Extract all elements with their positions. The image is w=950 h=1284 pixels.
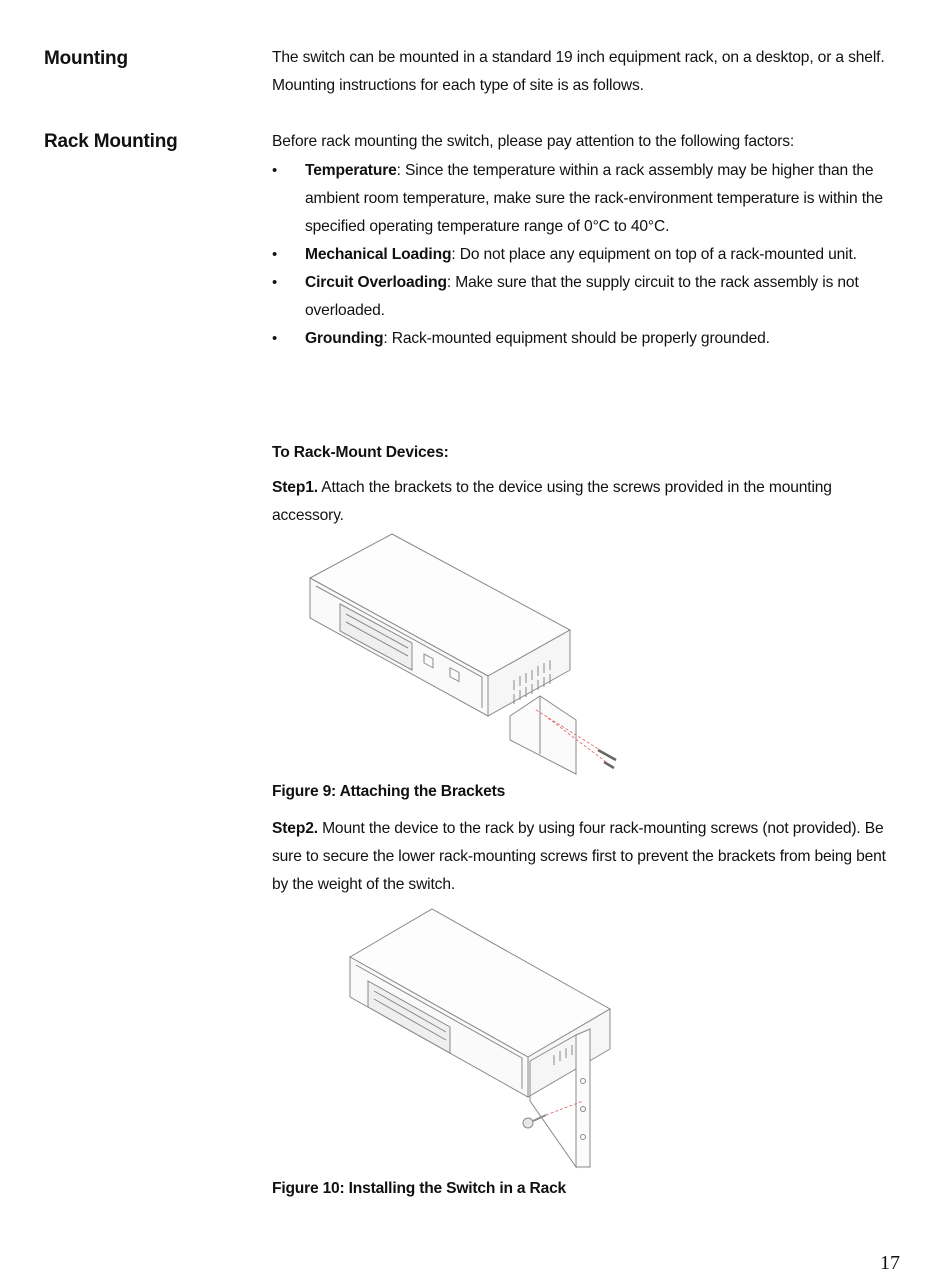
factor-term: Circuit Overloading — [305, 274, 447, 291]
bullet-icon: • — [272, 246, 278, 263]
factor-item — [272, 269, 892, 325]
factor-desc: : Make sure that the supply circuit to the rack assembly is not overloaded. — [305, 274, 859, 319]
step1-text — [272, 474, 902, 530]
page-number: 17 — [880, 1252, 900, 1274]
factor-desc: : Do not place any equipment on top of a rack-mounted unit. — [451, 246, 857, 263]
step1-label: Step1. — [272, 479, 318, 496]
factor-term: Mechanical Loading — [305, 246, 452, 263]
factor-term: Temperature — [305, 162, 397, 179]
mounting-heading: Mounting — [44, 48, 128, 69]
bullet-icon: • — [272, 274, 278, 291]
rack-mount-subheading: To Rack-Mount Devices: — [272, 444, 449, 461]
step2-text — [272, 815, 902, 899]
figure10-caption: Figure 10: Installing the Switch in a Rack — [272, 1180, 567, 1197]
factor-item — [272, 241, 892, 269]
factor-desc: : Since the temperature within a rack assembly may be higher than the ambient room temperature, make sure the rack-environment temperature is within the specified operating temperature range of 0°C to 40°C. — [305, 162, 883, 235]
bullet-icon: • — [272, 330, 278, 347]
factor-term: Grounding — [305, 330, 384, 347]
step1-desc: Attach the brackets to the device using the screws provided in the mounting accessory. — [272, 479, 832, 524]
bullet-icon: • — [272, 162, 278, 179]
factor-item — [272, 325, 892, 353]
step2-desc: Mount the device to the rack by using four rack-mounting screws (not provided). Be sure to secure the lower rack-mounting screws first to prevent the brackets from being bent by the weight of the switch. — [272, 820, 886, 893]
factor-desc: : Rack-mounted equipment should be properly grounded. — [383, 330, 770, 347]
rack-mounting-intro: Before rack mounting the switch, please pay attention to the following factors: — [272, 133, 795, 150]
figure-attaching-brackets — [300, 530, 640, 780]
figure9-caption: Figure 9: Attaching the Brackets — [272, 783, 506, 800]
mounting-text: The switch can be mounted in a standard 19 inch equipment rack, on a desktop, or a shelf. Mounting instructions for each type of site is as follows. — [272, 49, 885, 94]
factor-list — [272, 157, 892, 353]
factor-item — [272, 157, 892, 241]
rack-mounting-heading: Rack Mounting — [44, 131, 178, 152]
step2-label: Step2. — [272, 820, 318, 837]
figure-installing-switch — [340, 905, 630, 1173]
